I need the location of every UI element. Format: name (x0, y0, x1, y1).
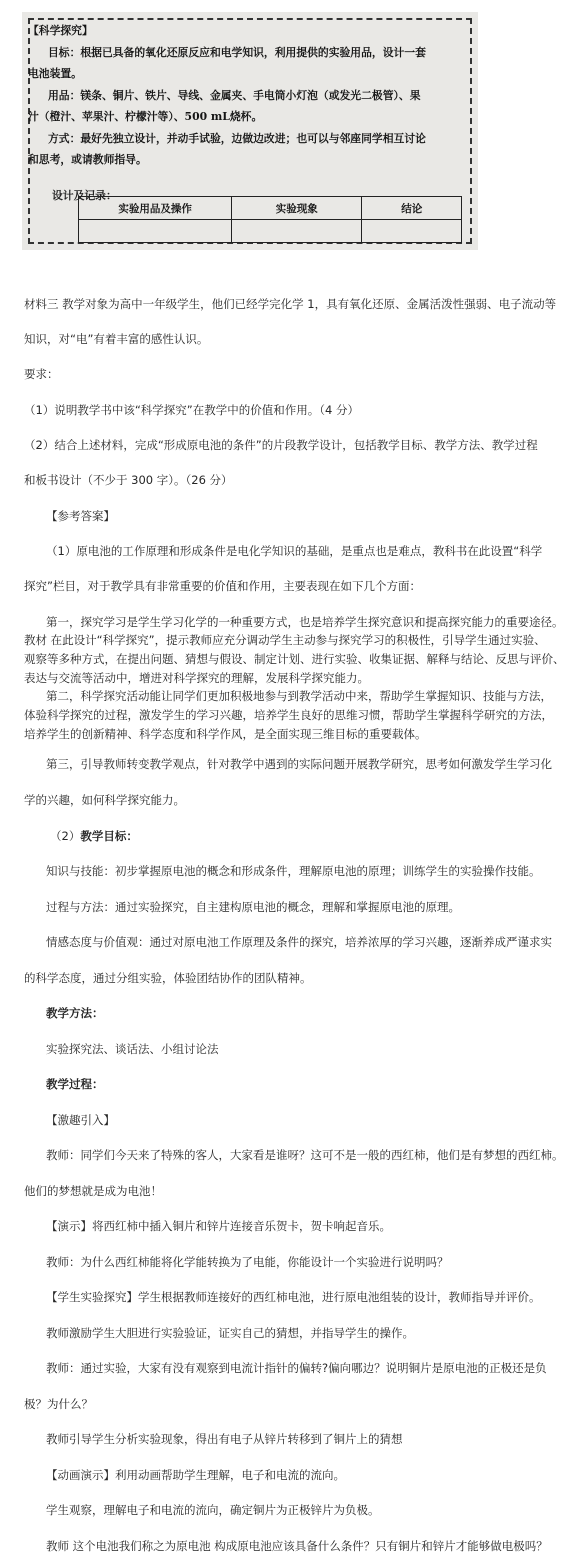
teaching-methods: 实验探究法、谈话法、小组讨论法 (46, 1042, 219, 1056)
knowledge-skills: 知识与技能：初步掌握原电池的概念和形成条件，理解原电池的原理；训练学生的实验操作技能。 (46, 864, 541, 878)
reference-answer-heading: 【参考答案】 (46, 509, 115, 523)
requirement-2: （2）结合上述材料，完成“形成原电池的条件”的片段教学设计，包括教学目标、教学方法、教学过程 (24, 438, 538, 452)
teaching-methods-heading: 教学方法： (46, 1006, 104, 1020)
teacher-intro-cont: 他们的梦想就是成为电池！ (24, 1184, 162, 1198)
teacher-conditions: 教师 这个电池我们称之为原电池 构成原电池应该具备什么条件？只有铜片和锌片才能够做电极吗？ (46, 1539, 548, 1553)
emotion-values: 情感态度与价值观：通过对原电池工作原理及条件的探究，培养浓厚的学习兴趣，逐渐养成严谨求实 (46, 935, 552, 949)
table-header: 实验现象 (232, 197, 362, 220)
point-two-cont: 体验科学探究的过程，激发学生的学习兴趣，培养学生良好的思维习惯，帮助学生掌握科学研究的方法， (24, 708, 553, 722)
point-one-cont: 表达与交流等活动中，增进对科学探究的理解，发展科学探究能力。 (24, 671, 369, 685)
scan-record-label: 设计及记录： (52, 189, 117, 202)
demo-step: 【演示】将西红柿中插入铜片和锌片连接音乐贺卡，贺卡响起音乐。 (46, 1219, 391, 1233)
scan-materials: 用品：镁条、铜片、铁片、导线、金属夹、手电筒小灯泡（或发光二极管）、果 (48, 88, 421, 102)
point-one-cont: 教材 在此设计“科学探究”，提示教师应充分调动学生主动参与探究学习的积极性，引导学生通过实验、 (24, 633, 546, 647)
scan-text (28, 20, 470, 171)
scan-method: 方式：最好先独立设计，并动手试验，边做边改进；也可以与邻座同学相互讨论 (48, 131, 426, 145)
requirements-heading: 要求： (24, 367, 59, 381)
process-method: 过程与方法：通过实验探究，自主建构原电池的概念，理解和掌握原电池的原理。 (46, 900, 460, 914)
teacher-question: 教师：为什么西红柿能将化学能转换为了电能，你能设计一个实验进行说明吗？ (46, 1255, 449, 1269)
answer-2-number: （2） (50, 829, 81, 843)
point-two-cont: 培养学生的创新精神、科学态度和科学作风，是全面实现三维目标的重要载体。 (24, 727, 427, 741)
scan-method-cont: 和思考，或请教师指导。 (28, 153, 147, 166)
material-three: 材料三 教学对象为高中一年级学生，他们已经学完化学 1，具有氧化还原、金属活泼性强弱、电子流动等 (24, 297, 557, 311)
scan-title: 【科学探究】 (28, 24, 93, 37)
record-table (78, 196, 462, 243)
table-header: 实验用品及操作 (79, 197, 232, 220)
point-two: 第二，科学探究活动能让同学们更加积极地参与到教学活动中来，帮助学生掌握知识、技能与方法， (46, 689, 552, 703)
animation-demo: 【动画演示】利用动画帮助学生理解，电子和电流的流向。 (46, 1468, 345, 1482)
emotion-values-cont: 的科学态度，通过分组实验，体验团结协作的团队精神。 (24, 971, 312, 985)
table-cell (232, 220, 362, 243)
teaching-goals-label: 教学目标： (80, 829, 138, 843)
scan-materials-cont: 汁（橙汁、苹果汁、柠檬汁等）、500 mL烧杯。 (28, 110, 263, 123)
textbook-scan (22, 12, 478, 250)
student-experiment: 【学生实验探究】学生根据教师连接好的西红柿电池，进行原电池组装的设计，教师指导并评价。 (46, 1290, 541, 1304)
teacher-observe: 教师：通过实验，大家有没有观察到电流计指针的偏转?偏向哪边？说明铜片是原电池的正极还是负 (46, 1361, 547, 1375)
table-header: 结论 (362, 197, 462, 220)
intro-heading: 【激趣引入】 (46, 1113, 115, 1127)
table-cell (79, 220, 232, 243)
point-one-cont: 观察等多种方式，在提出问题、猜想与假设、制定计划、进行实验、收集证据、解释与结论、反思与评价、 (24, 652, 565, 666)
material-three-cont: 知识，对“电”有着丰富的感性认识。 (24, 332, 209, 346)
scan-goal-cont: 电池装置。 (28, 67, 82, 80)
point-one: 第一，探究学习是学生学习化学的一种重要方式，也是培养学生探究意识和提高探究能力的重要途径。 (46, 615, 564, 629)
requirement-1: （1）说明教学书中该“科学探究”在教学中的价值和作用。（4 分） (24, 403, 359, 417)
teacher-encourage: 教师激励学生大胆进行实验验证，证实自己的猜想，并指导学生的操作。 (46, 1326, 414, 1340)
teaching-process-heading: 教学过程： (46, 1077, 104, 1091)
teacher-intro: 教师：同学们今天来了特殊的客人，大家看是谁呀？这可不是一般的西红柿，他们是有梦想的西红柿。 (46, 1148, 564, 1162)
scan-goal: 目标：根据已具备的氧化还原反应和电学知识，利用提供的实验用品，设计一套 (48, 45, 426, 59)
teacher-guide: 教师引导学生分析实验现象，得出有电子从锌片转移到了铜片上的猜想 (46, 1432, 403, 1446)
answer-1: （1）原电池的工作原理和形成条件是电化学知识的基础，是重点也是难点，教科书在此设置“科学 (46, 544, 543, 558)
teaching-goals-heading (50, 828, 138, 844)
point-three-cont: 学的兴趣，如何科学探究能力。 (24, 793, 185, 807)
table-cell (362, 220, 462, 243)
answer-1-cont: 探究”栏目，对于教学具有非常重要的价值和作用，主要表现在如下几个方面： (24, 579, 421, 593)
teacher-observe-cont: 极？为什么？ (24, 1397, 93, 1411)
requirement-2-cont: 和板书设计（不少于 300 字）。（26 分） (24, 473, 233, 487)
point-three: 第三，引导教师转变教学观点，针对教学中遇到的实际问题开展教学研究，思考如何激发学生学习化 (46, 757, 552, 771)
student-observe: 学生观察，理解电子和电流的流向，确定铜片为正极锌片为负极。 (46, 1503, 380, 1517)
